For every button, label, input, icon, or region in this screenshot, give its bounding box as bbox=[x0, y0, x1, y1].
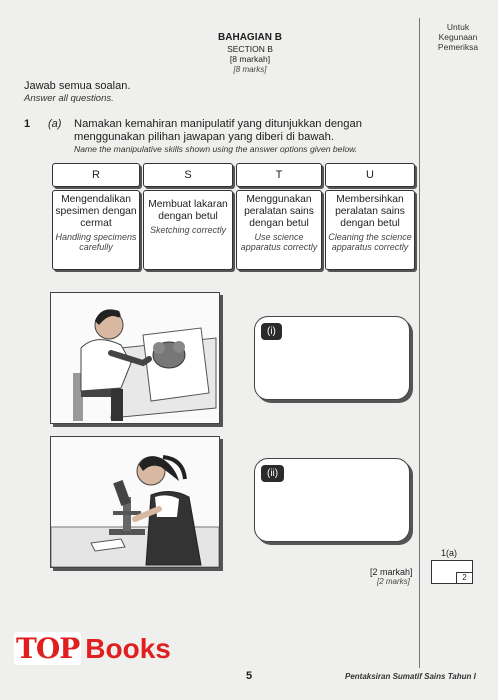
question-number: 1 bbox=[24, 118, 31, 130]
sketching-illustration bbox=[50, 292, 220, 424]
option-letter-t: T bbox=[236, 163, 322, 187]
answer-label: (i) bbox=[261, 323, 282, 340]
option-text-en: Sketching correctly bbox=[149, 225, 227, 235]
option-text-ms: Membuat lakaran dengan betul bbox=[148, 199, 228, 222]
option-text-en: Cleaning the science apparatus correctly bbox=[328, 232, 412, 252]
score-box-label: 1(a) bbox=[441, 548, 458, 558]
answer-box-2[interactable] bbox=[254, 458, 410, 542]
answer-box-1[interactable] bbox=[254, 316, 410, 400]
option-letter-u: U bbox=[325, 163, 415, 187]
option-card-r bbox=[52, 190, 140, 270]
option-text-en: Handling specimens carefully bbox=[55, 232, 137, 252]
topbooks-logo: TOP Books bbox=[16, 632, 171, 665]
section-marks: [8 markah] bbox=[229, 54, 271, 64]
option-text-ms: Membersihkan peralatan sains dengan betul bbox=[335, 194, 405, 229]
section-title: BAHAGIAN B bbox=[218, 32, 282, 43]
marks-en: [2 marks] bbox=[377, 577, 410, 586]
examiner-column-divider bbox=[419, 18, 420, 668]
option-card-u bbox=[325, 190, 415, 270]
question-text: Namakan kemahiran manipulatif yang ditunjukkan dengan menggunakan pilihan jawapan yang diberi di bawah. bbox=[74, 118, 362, 143]
page-number: 5 bbox=[246, 670, 253, 682]
option-text-en: Use science apparatus correctly bbox=[240, 232, 318, 252]
score-box-total: 2 bbox=[456, 572, 472, 583]
option-card-t bbox=[236, 190, 322, 270]
score-box bbox=[431, 560, 473, 584]
option-letter-r: R bbox=[52, 163, 140, 187]
answer-label: (ii) bbox=[261, 465, 284, 482]
marks-ms: [2 markah] bbox=[370, 567, 413, 577]
footer-series: Pentaksiran Sumatif Sains Tahun I bbox=[345, 672, 476, 681]
section-marks-en: [8 marks] bbox=[233, 65, 267, 74]
question-text-en: Name the manipulative skills shown using the answer options given below. bbox=[74, 144, 358, 154]
option-letter-s: S bbox=[143, 163, 233, 187]
option-text-ms: Menggunakan peralatan sains dengan betul bbox=[244, 194, 314, 229]
examiner-use-label: Untuk Kegunaan Pemeriksa bbox=[437, 22, 479, 52]
option-text-ms: Mengendalikan spesimen dengan cermat bbox=[55, 194, 137, 229]
microscope-illustration bbox=[50, 436, 220, 568]
instruction-ms: Jawab semua soalan. bbox=[24, 80, 131, 92]
section-subtitle: SECTION B bbox=[227, 44, 273, 54]
question-part: (a) bbox=[48, 118, 62, 130]
instruction-en: Answer all questions. bbox=[24, 93, 114, 104]
option-card-s bbox=[143, 190, 233, 270]
